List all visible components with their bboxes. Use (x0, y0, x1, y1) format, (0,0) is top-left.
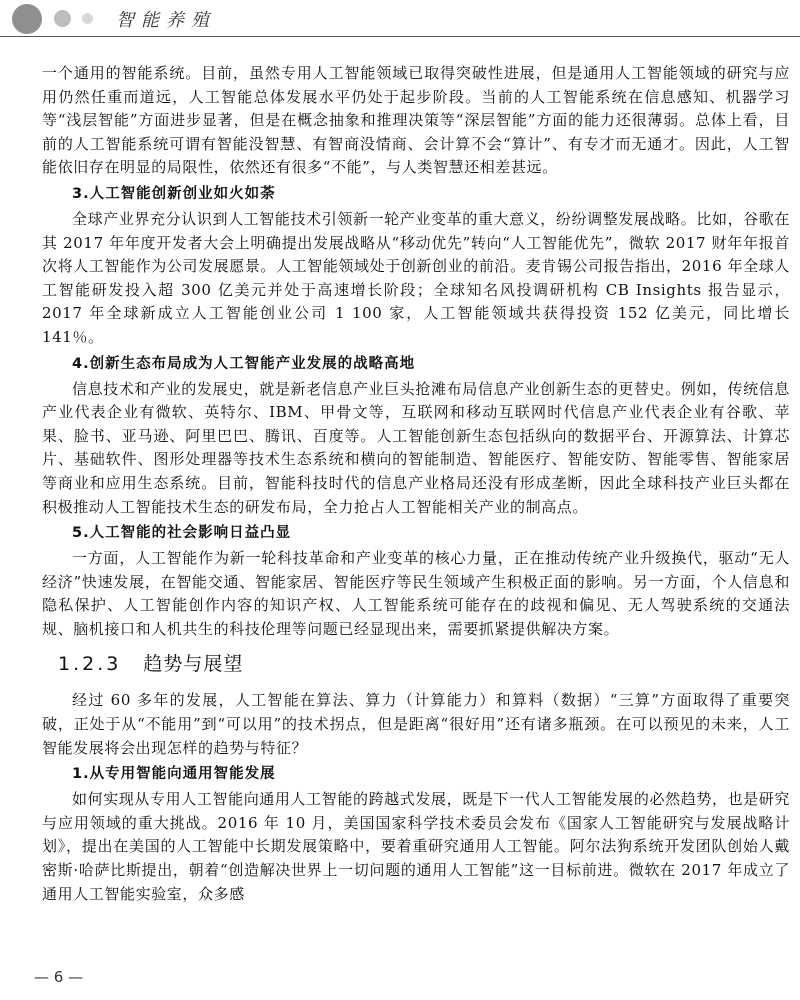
subheading-innovation-ecosystem: 4.创新生态布局成为人工智能产业发展的战略高地 (72, 355, 416, 372)
header-rule (0, 36, 800, 37)
paragraph-trends-intro: 经过 60 多年的发展，人工智能在算法、算力（计算能力）和算料（数据）“三算”方面取得了重要突破，正处于从“不能用”到“可以用”的技术拐点，但是距离“很好用”还有诸多瓶颈。在可以预见的未来，人工智能发展将会出现怎样的趋势与特征？ (42, 691, 790, 757)
paragraph-social-impact: 一方面，人工智能作为新一轮科技革命和产业变革的核心力量，正在推动传统产业升级换代，驱动“无人经济”快速发展，在智能交通、智能家居、智能医疗等民生领域产生积极正面的影响。另一方面，个人信息和隐私保护、人工智能创作内容的知识产权、人工智能系统可能存在的歧视和偏见、无人驾驶系统的交通法规、脑机接口和人机共生的科技伦理等问题已经显现出来，需要抓紧提供解决方案。 (42, 549, 790, 638)
subheading-innovation-entrepreneurship: 3.人工智能创新创业如火如荼 (72, 185, 276, 202)
section-number: 1.2.3 (58, 653, 122, 676)
section-heading (58, 651, 790, 677)
paragraph-continuation: 一个通用的智能系统。目前，虽然专用人工智能领域已取得突破性进展，但是通用人工智能领域的研究与应用仍然任重而道远，人工智能总体发展水平仍处于起步阶段。当前的人工智能系统在信息感知、机器学习等“浅层智能”方面进步显著，但是在概念抽象和推理决策等“深层智能”方面的能力还很薄弱。总体上看，目前的人工智能系统可谓有智能没智慧、有智商没情商、会计算不会“算计”、有专才而无通才。因此，人工智能依旧存在明显的局限性，依然还有很多“不能”，与人类智慧还相差甚远。 (42, 64, 790, 177)
paragraph-general-intelligence: 如何实现从专用人工智能向通用人工智能的跨越式发展，既是下一代人工智能发展的必然趋势，也是研究与应用领域的重大挑战。2016 年 10 月，美国国家科学技术委员会发布《国家人工智能研究与发展战略计划》，提出在美国的人工智能中长期发展策略中，要着重研究通用人工智能。阿尔法狗系统开发团队创始人戴密斯·哈萨比斯提出，朝着“创造解决世界上一切问题的通用人工智能”这一目标前进。微软在 2017 年成立了通用人工智能实验室，众多感 (42, 790, 790, 903)
decorative-circle-small (82, 13, 93, 24)
subheading-social-impact: 5.人工智能的社会影响日益凸显 (72, 525, 292, 542)
paragraph-industry-awareness: 全球产业界充分认识到人工智能技术引领新一轮产业变革的重大意义，纷纷调整发展战略。比如，谷歌在其 2017 年年度开发者大会上明确提出发展战略从“移动优先”转向“人工智能优先”，微软 2017 财年年报首次将人工智能作为公司发展愿景。人工智能领域处于创新创业的前沿。麦肯锡公司报告指出，2016 年全球人工智能研发投入超 300 亿美元并处于高速增长阶段；全球知名风投调研机构 CB Insights 报告显示，2017 年全球新成立人工智能创业公司 1 100 家，人工智能领域共获得投资 152 亿美元，同比增长 141％。 (42, 209, 790, 346)
page-body (42, 62, 790, 906)
section-title: 趋势与展望 (143, 653, 244, 676)
running-header (0, 0, 800, 40)
paragraph-ecosystem-history: 信息技术和产业的发展史，就是新老信息产业巨头抢滩布局信息产业创新生态的更替史。例如，传统信息产业代表企业有微软、英特尔、IBM、甲骨文等，互联网和移动互联网时代信息产业代表企业有谷歌、苹果、脸书、亚马逊、阿里巴巴、腾讯、百度等。人工智能创新生态包括纵向的数据平台、开源算法、计算芯片、基础软件、图形处理器等技术生态系统和横向的智能制造、智能医疗、智能安防、智能零售、智能家居等商业和应用生态系统。目前，智能科技时代的信息产业格局还没有形成垄断，因此全球科技产业巨头都在积极推动人工智能技术生态的研发布局，全力抢占人工智能相关产业的制高点。 (42, 379, 790, 516)
page-number: — 6 — (34, 968, 84, 986)
subheading-general-intelligence: 1.从专用智能向通用智能发展 (72, 766, 276, 783)
running-title: 智能养殖 (116, 10, 216, 31)
decorative-circle-medium (54, 10, 71, 27)
decorative-circle-large (12, 4, 42, 34)
